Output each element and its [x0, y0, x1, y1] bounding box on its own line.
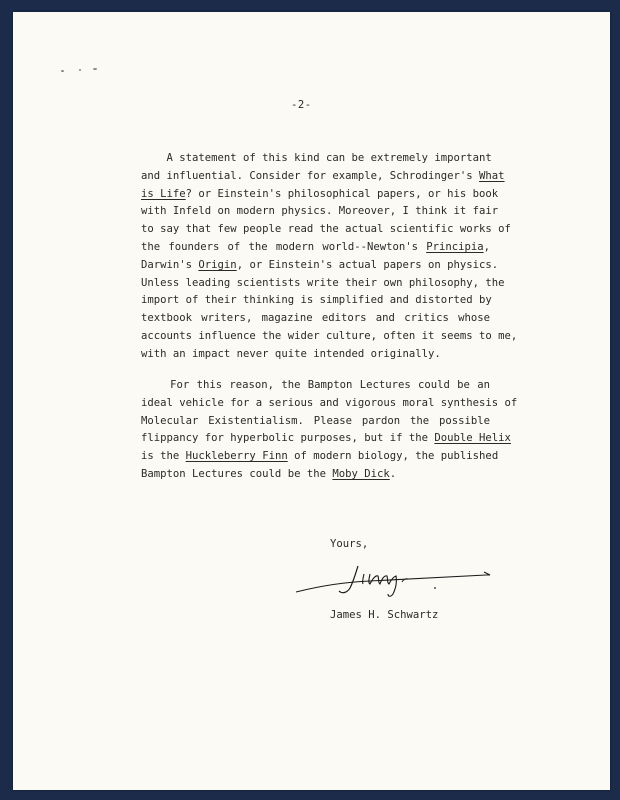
text-line — [141, 150, 490, 168]
underlined-title: What — [479, 169, 505, 182]
text-segment: with an impact never quite intended originally. — [141, 347, 441, 360]
closing-salutation: Yours, — [330, 538, 369, 550]
text-line — [141, 257, 499, 275]
text-segment: Bampton Lectures could be the — [141, 467, 333, 480]
text-line — [141, 395, 518, 413]
text-line — [141, 221, 511, 239]
text-line — [141, 430, 511, 448]
underlined-title: is Life — [141, 187, 186, 200]
text-line — [141, 203, 499, 221]
page-number: -2- — [291, 99, 312, 111]
text-line — [141, 448, 499, 466]
text-segment: Unless leading scientists write their own philosophy, the — [141, 276, 505, 289]
underlined-title: Huckleberry Finn — [185, 450, 288, 463]
text-line — [141, 413, 490, 431]
text-line — [141, 346, 490, 364]
text-segment: to say that few people read the actual scientific works of — [141, 223, 511, 236]
text-line — [141, 275, 505, 293]
underlined-title: Origin — [198, 258, 237, 271]
body-paragraph-2 — [141, 377, 518, 484]
text-segment: Molecular Existentialism. Please pardon the possible — [141, 414, 490, 427]
text-line — [141, 186, 499, 204]
text-segment: is the — [141, 450, 186, 463]
text-segment: Darwin's — [141, 258, 199, 271]
text-segment: flippancy for hyperbolic purposes, but if the — [141, 432, 435, 445]
text-segment: ideal vehicle for a serious and vigorous moral synthesis of — [141, 396, 518, 409]
text-segment: and influential. Consider for example, Schrodinger's — [141, 169, 480, 182]
paper-speck — [93, 68, 97, 70]
text-segment: . — [389, 467, 397, 480]
signer-name: James H. Schwartz — [330, 609, 439, 621]
text-segment: , — [483, 240, 490, 253]
handwritten-signature — [290, 556, 500, 601]
text-segment: For this reason, the Bampton Lectures could be an — [141, 379, 490, 391]
underlined-title: Principia — [426, 240, 484, 253]
underlined-title: Double Helix — [434, 432, 511, 445]
text-segment: ? or Einstein's philosophical papers, or his book — [185, 187, 499, 200]
body-paragraph-1 — [141, 150, 518, 364]
underlined-title: Moby Dick — [332, 467, 390, 480]
text-line — [141, 168, 505, 186]
text-line — [141, 328, 518, 346]
paper-speck — [61, 70, 64, 72]
text-segment: accounts influence the wider culture, often it seems to me, — [141, 329, 518, 342]
text-segment: textbook writers, magazine editors and critics whose — [141, 312, 490, 325]
text-line — [141, 377, 490, 395]
text-line — [141, 292, 490, 310]
text-segment: A statement of this kind can be extremely important — [141, 152, 492, 164]
text-segment: import of their thinking is simplified and distorted by — [141, 294, 492, 307]
text-segment: the founders of the modern world--Newton's — [141, 240, 427, 253]
text-line — [141, 466, 490, 484]
text-line — [141, 310, 490, 328]
paper-speck — [79, 69, 81, 71]
text-line — [141, 239, 490, 257]
text-segment: of modern biology, the published — [287, 450, 499, 463]
text-segment: , or Einstein's actual papers on physics. — [236, 258, 499, 271]
text-segment: with Infeld on modern physics. Moreover, I think it fair — [141, 205, 499, 218]
